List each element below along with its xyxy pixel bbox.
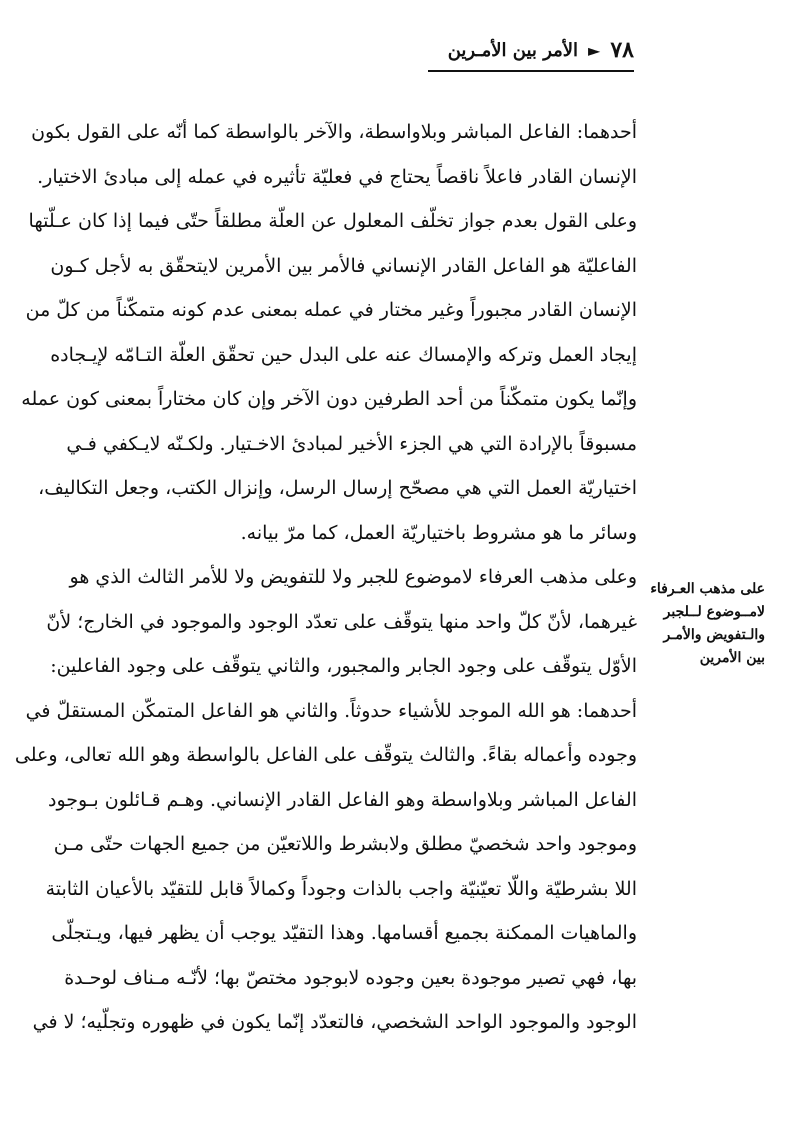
- text-line: الأوّل يتوقّف على وجود الجابر والمجبور، والثاني يتوقّف على وجود الفاعلين:: [50, 655, 637, 677]
- margin-note: [650, 578, 765, 670]
- text-line: الفاعل المباشر وبلاواسطة وهو الفاعل القادر الإنساني. وهـم قـائلون بـوجود: [48, 789, 637, 811]
- text-line: وعلى القول بعدم جواز تخلّف المعلول عن العلّة مطلقاً حتّى فيما إذا كان عـلّتها: [28, 210, 637, 232]
- margin-note-line: على مذهب العـرفاء: [650, 581, 765, 597]
- text-line: غيرهما، لأنّ كلّ واحد منها يتوقّف على تعدّد الوجود والموجود في الخارج؛ لأنّ: [46, 611, 637, 633]
- text-line: بها، فهي تصير موجودة بعين وجوده لابوجود مختصّ بها؛ لأنّـه مـناف لوحـدة: [64, 967, 637, 989]
- margin-note-line: والـتفويض والأمـر: [663, 627, 765, 643]
- text-line: اللا بشرطيّة واللّا تعيّنيّة واجب بالذات وجوداً وكمالاً قابل للتقيّد بالأعيان الثابتة: [45, 878, 637, 900]
- arrow-icon: ►: [588, 40, 601, 60]
- text-line: وعلى مذهب العرفاء لاموضوع للجبر ولا للتفويض ولا للأمر الثالث الذي هو: [69, 566, 637, 588]
- text-line: الإنسان القادر مجبوراً وغير مختار في عمله بمعنى عدم كونه متمكّناً من كلّ من: [25, 299, 637, 321]
- text-line: وسائر ما هو مشروط باختياريّة العمل، كما مرّ بيانه.: [240, 522, 637, 544]
- page-number: ٧٨: [610, 37, 634, 63]
- text-line: وإنّما يكون متمكّناً من أحد الطرفين دون الآخر وإن كان مختاراً بمعنى كون عمله: [21, 388, 637, 410]
- text-line: الفاعليّة هو الفاعل القادر الإنساني فالأمر بين الأمرين لايتحقّق به لأجل كـون: [50, 255, 637, 277]
- text-line: الوجود والموجود الواحد الشخصي، فالتعدّد إنّما يكون في ظهوره وتجلّيه؛ لا في: [32, 1011, 637, 1033]
- text-line: اختياريّة العمل التي هي مصحّح إرسال الرسل، وإنزال الكتب، وجعل التكاليف،: [38, 477, 637, 499]
- text-line: والماهيات الممكنة بجميع أقسامها. وهذا التقيّد يوجب أن يظهر فيها، ويـتجلّى: [51, 922, 637, 944]
- margin-note-line: بين الأمرين: [699, 650, 765, 666]
- text-line: أحدهما: الفاعل المباشر وبلاواسطة، والآخر بالواسطة كما أنّه على القول بكون: [31, 121, 637, 143]
- text-line: مسبوقاً بالإرادة التي هي الجزء الأخير لمبادئ الاخـتيار. ولكـنّه لايـكفي فـي: [66, 433, 637, 455]
- text-line: الإنسان القادر فاعلاً ناقصاً يحتاج في فعليّة تأثيره في عمله إلى مبادئ الاختيار.: [37, 166, 637, 188]
- text-line: وموجود واحد شخصيّ مطلق ولابشرط واللاتعيّن من جميع الجهات حتّى مـن: [53, 833, 637, 855]
- text-line: إيجاد العمل وتركه والإمساك عنه على البدل حين تحقّق العلّة التـامّه لإيـجاده: [50, 344, 637, 366]
- text-line: أحدهما: هو الله الموجد للأشياء حدوثاً. والثاني هو الفاعل المتمكّن المستقلّ في: [25, 700, 637, 722]
- margin-note-line: لامــوضوع لــلجبر: [663, 604, 765, 620]
- text-line: وجوده وأعماله بقاءً. والثالث يتوقّف على الفاعل بالواسطة وهو الله تعالى، وعلى: [14, 744, 637, 766]
- page-header: [428, 30, 634, 72]
- running-title: الأمر بين الأمـرين: [447, 39, 579, 61]
